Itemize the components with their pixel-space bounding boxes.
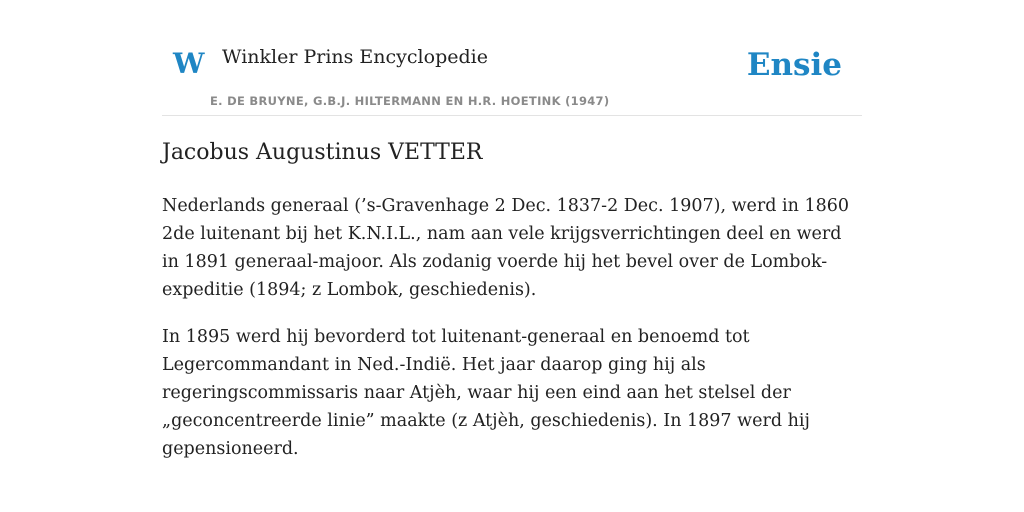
article-body — [162, 192, 862, 482]
source-authors: E. DE BRUYNE, G.B.J. HILTERMANN EN H.R. HOETINK (1947) — [210, 94, 610, 108]
encyclopedia-logo-icon[interactable]: W — [173, 47, 205, 80]
article-paragraph: Nederlands generaal (’s-Gravenhage 2 Dec. 1837-2 Dec. 1907), werd in 1860 2de luitenant bij het K.N.I.L., nam aan vele krijgsverrichtingen deel en werd in 1891 generaal-majoor. Als zodanig voerde hij het bevel over de Lombok-expeditie (1894; z Lombok, geschiedenis). — [162, 196, 850, 300]
article-title: Jacobus Augustinus VETTER — [162, 140, 483, 165]
source-title-link[interactable]: Winkler Prins Encyclopedie — [222, 46, 488, 68]
ensie-logo-link[interactable]: Ensie — [746, 47, 842, 83]
content-container — [162, 0, 862, 459]
article-paragraph: In 1895 werd hij bevorderd tot luitenant-generaal en benoemd tot Legercommandant in Ned.-Indië. Het jaar daarop ging hij als regeringscommissaris naar Atjèh, waar hij een eind aan het stelsel der „geconcentreerde linie” maakte (z Atjèh, geschiedenis). In 1897 werd hij gepensioneerd. — [162, 327, 810, 459]
source-header — [162, 0, 862, 116]
